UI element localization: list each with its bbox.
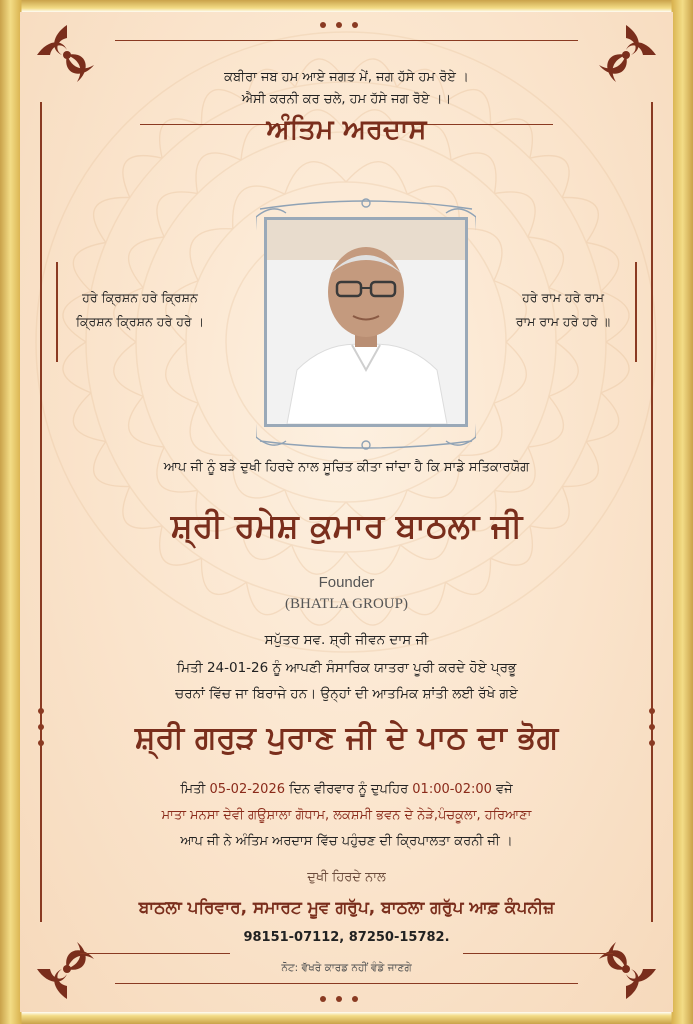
- top-border-line: [115, 40, 578, 41]
- company-label: (BHATLA GROUP): [285, 596, 408, 612]
- bhog-title: ਸ਼੍ਰੀ ਗਰੁੜ ਪੁਰਾਣ ਜੀ ਦੇ ਪਾਠ ਦਾ ਭੋਗ: [134, 720, 559, 756]
- mandala-petal: [346, 545, 400, 574]
- role-label: Founder: [318, 574, 375, 591]
- footer-rule-left: [80, 953, 230, 954]
- mandala-petal: [530, 156, 569, 198]
- mandala-petal: [528, 396, 564, 447]
- son-of-text: ਸਪੁੱਤਰ ਸਵ. ਸ਼੍ਰੀ ਜੀਵਨ ਦਾਸ ਜੀ: [264, 632, 429, 648]
- bottom-dot: [352, 996, 358, 1002]
- mandala-petal: [451, 153, 496, 194]
- phone-numbers: 98151-07112, 87250-15782.: [243, 930, 450, 945]
- mandala-petal: [129, 396, 165, 447]
- portrait-photo: [264, 217, 468, 427]
- left-chant: [50, 290, 230, 330]
- portrait: [256, 197, 476, 437]
- mandala-petal: [196, 153, 241, 194]
- mandala-petal: [494, 192, 535, 237]
- mandala-petal: [157, 192, 198, 237]
- intro-text: ਆਪ ਜੀ ਨੂੰ ਬੜੇ ਦੁਖੀ ਹਿਰਦੇ ਨਾਲ ਸੂਚਿਤ ਕੀਤਾ ਜਾਂਦਾ ਹੈ ਕਿ ਸਾਡੇ ਸਤਿਕਾਰਯੋਗ: [163, 460, 530, 475]
- doha-line-2: ਐਸੀ ਕਰਨੀ ਕਰ ਚਲੇ, ਹਮ ਹੱਸੇ ਜਗ ਰੋਏ ।।: [241, 92, 452, 107]
- event-date: 05-02-2026: [209, 782, 285, 797]
- event-time: 01:00-02:00: [412, 782, 492, 797]
- mandala-petal: [586, 393, 618, 442]
- request-text: ਆਪ ਜੀ ਨੇ ਅੰਤਿਮ ਅਰਦਾਸ ਵਿੱਚ ਪਹੁੰਚਣ ਦੀ ਕ੍ਰਿਪਾਲਤਾ ਕਰਨੀ ਜੀ ।: [180, 834, 513, 849]
- note-text: ਨੋਟ: ਵੱਖਰੇ ਕਾਰਡ ਨਹੀਂ ਵੰਡੇ ਜਾਣਗੇ: [281, 962, 412, 974]
- side-dot: [38, 708, 44, 714]
- portrait-image: [267, 220, 465, 424]
- top-dot: [352, 22, 358, 28]
- mandala-petal: [73, 243, 105, 292]
- right-chant-line-1: ਹਰੇ ਰਾਮ ਹਰੇ ਰਾਮ: [522, 290, 604, 305]
- top-dot: [320, 22, 326, 28]
- deceased-name: ਸ਼੍ਰੀ ਰਮੇਸ਼ ਕੁਮਾਰ ਬਾਠਲਾ ਜੀ: [170, 506, 523, 545]
- date-line: [20, 782, 673, 797]
- mandala-petal: [114, 342, 143, 396]
- mandala-petal: [94, 197, 130, 242]
- passing-line-1: ਮਿਤੀ 24-01-26 ਨੂੰ ਆਪਣੀ ਸੰਸਾਰਿਕ ਯਾਤਰਾ ਪੂਰੀ ਕਰਦੇ ਹੋਏ ਪ੍ਰਭੂ: [176, 660, 517, 676]
- left-chant-line-2: ਕ੍ਰਿਸ਼ਨ ਕ੍ਰਿਸ਼ਨ ਹਰੇ ਹਰੇ ।: [75, 314, 205, 329]
- mandala-petal: [586, 243, 618, 292]
- mandala-petal: [494, 342, 526, 403]
- mandala-petal: [73, 393, 105, 442]
- mandala-petal: [346, 162, 407, 194]
- mandala-petal: [292, 545, 346, 574]
- side-dot: [649, 708, 655, 714]
- mandala-petal: [123, 156, 162, 198]
- family-names: ਬਾਠਲਾ ਪਰਿਵਾਰ, ਸਮਾਰਟ ਮੂਵ ਗਰੁੱਪ, ਬਾਠਲਾ ਗਰੁੱਪ ਆਫ਼ ਕੰਪਨੀਜ਼: [138, 898, 555, 918]
- venue-text: ਮਾਤਾ ਮਨਸਾ ਦੇਵੀ ਗਊਸ਼ਾਲਾ ਗੋਧਾਮ, ਲਕਸ਼ਮੀ ਭਵਨ ਦੇ ਨੇੜੇ,ਪੰਚਕੂਲਾ, ਹਰਿਆਣਾ: [161, 808, 532, 823]
- bottom-dot: [320, 996, 326, 1002]
- mandala-petal: [129, 237, 165, 288]
- left-chant-line-1: ਹਰੇ ਕ੍ਰਿਸ਼ਨ ਹਰੇ ਕ੍ਰਿਸ਼ਨ: [82, 290, 198, 305]
- mandala-petal: [562, 197, 598, 242]
- passing-line-2: ਚਰਨਾਂ ਵਿੱਚ ਜਾ ਬਿਰਾਜੇ ਹਨ। ਉਨ੍ਹਾਂ ਦੀ ਆਤਮਿਕ ਸ਼ਾਂਤੀ ਲਈ ਰੱਖੇ ਗਏ: [175, 686, 518, 702]
- mandala-petal: [285, 162, 346, 194]
- date-line-pre: ਮਿਤੀ: [180, 782, 210, 797]
- bottom-dot: [336, 996, 342, 1002]
- footer-rule-right: [463, 953, 613, 954]
- grieving-text: ਦੁਖੀ ਹਿਰਦੇ ਨਾਲ: [307, 870, 386, 885]
- date-line-post: ਵਜੇ: [491, 782, 513, 797]
- date-line-mid: ਦਿਨ ਵੀਰਵਾਰ ਨੂੰ ਦੁਪਹਿਰ: [285, 782, 413, 797]
- top-dot: [336, 22, 342, 28]
- bottom-border-line: [115, 983, 578, 984]
- mandala-petal: [549, 342, 578, 396]
- mandala-petal: [166, 342, 198, 403]
- page-title: ਅੰਤਿਮ ਅਰਦਾਸ: [266, 114, 427, 145]
- doha-line-1: ਕਬੀਰਾ ਜਬ ਹਮ ਆਏ ਜਗਤ ਮੇਂ, ਜਗ ਹੱਸੇ ਹਮ ਰੋਏ ।: [224, 70, 469, 85]
- right-chant-line-2: ਰਾਮ ਰਾਮ ਹਰੇ ਹਰੇ ॥: [515, 314, 611, 329]
- card-inner: [20, 12, 673, 1012]
- right-chant: [483, 290, 643, 330]
- mandala-petal: [528, 237, 564, 288]
